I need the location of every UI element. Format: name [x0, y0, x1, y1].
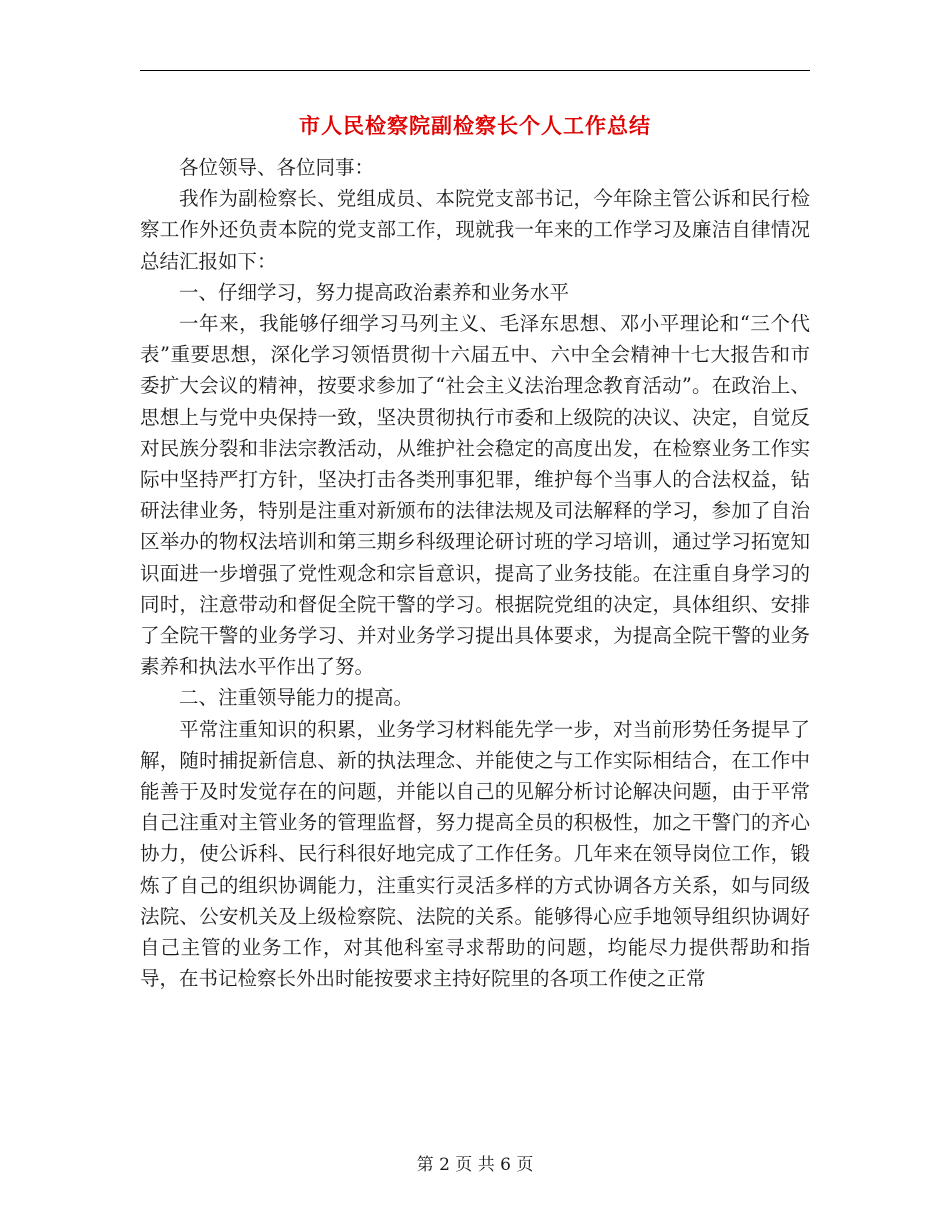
section-heading-2: 二、注重领导能力的提高。	[179, 686, 414, 710]
document-title: 市人民检察院副检察长个人工作总结	[299, 113, 651, 138]
section-heading-1: 一、仔细学习，努力提高政治素养和业务水平	[179, 280, 570, 304]
intro-paragraph: 我作为副检察长、党组成员、本院党支部书记，今年除主管公诉和民行检察工作外还负责本院的党支部工作，现就我一年来的工作学习及廉洁自律情况总结汇报如下：	[140, 187, 810, 273]
page-number-footer: 第 2 页 共 6 页	[416, 1155, 534, 1175]
header-rule	[140, 70, 810, 71]
greeting-paragraph: 各位领导、各位同事：	[179, 156, 375, 179]
section-2-paragraph: 平常注重知识的积累，业务学习材料能先学一步，对当前形势任务提早了解，随时捕捉新信息、新的执法理念、并能使之与工作实际相结合，在工作中能善于及时发觉存在的问题，并能以自己的见解分析讨论解决问题，由于平常自己注重对主管业务的管理监督，努力提高全员的积极性，加之干警门的齐心协力，使公诉科、民行科很好地完成了工作任务。几年来在领导岗位工作，锻炼了自己的组织协调能力，注重实行灵活多样的方式协调各方关系，如与同级法院、公安机关及上级检察院、法院的关系。能够得心应手地领导组织协调好自己主管的业务工作，对其他科室寻求帮助的问题，均能尽力提供帮助和指导，在书记检察长外出时能按要求主持好院里的各项工作使之正常	[140, 717, 810, 991]
section-1-paragraph: 一年来，我能够仔细学习马列主义、毛泽东思想、邓小平理论和“三个代表”重要思想，深化学习领悟贯彻十六届五中、六中全会精神十七大报告和市委扩大会议的精神，按要求参加了“社会主义法治理念教育活动”。在政治上、思想上与党中央保持一致，坚决贯彻执行市委和上级院的决议、决定，自觉反对民族分裂和非法宗教活动，从维护社会稳定的高度出发，在检察业务工作实际中坚持严打方针，坚决打击各类刑事犯罪，维护每个当事人的合法权益，钻研法律业务，特别是注重对新颁布的法律法规及司法解释的学习，参加了自治区举办的物权法培训和第三期乡科级理论研讨班的学习培训，通过学习拓宽知识面进一步增强了党性观念和宗旨意识，提高了业务技能。在注重自身学习的同时，注意带动和督促全院干警的学习。根据院党组的决定，具体组织、安排了全院干警的业务学习、并对业务学习提出具体要求，为提高全院干警的业务素养和执法水平作出了努。	[140, 312, 810, 679]
document-body	[140, 152, 810, 994]
